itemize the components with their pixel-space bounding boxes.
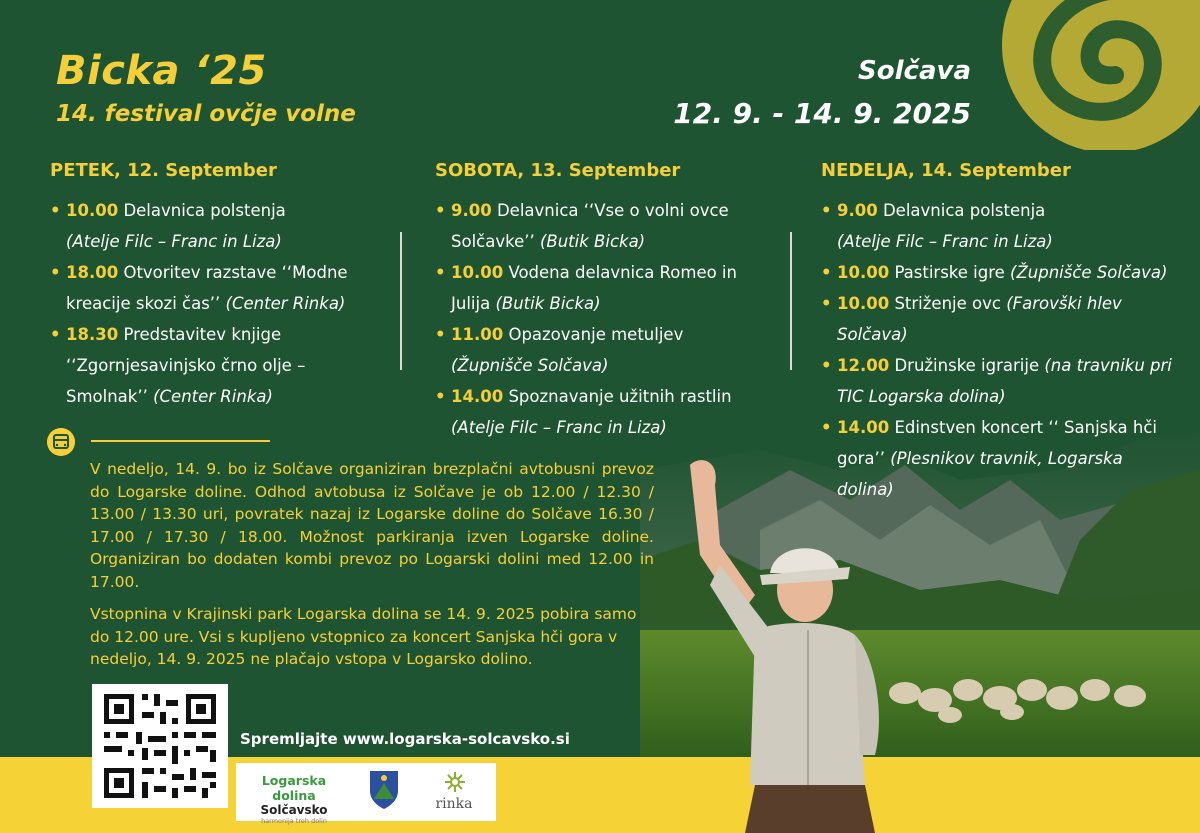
event-item: • 18.30 Predstavitev knjige ‘‘Zgornjesavinjsko črno olje – Smolnak’’ (Center Rinka) <box>50 325 306 406</box>
event-item: • 10.00 Vodena delavnica Romeo in Julija (Butik Bicka) <box>435 263 737 313</box>
event-location: (Butik Bicka) <box>539 232 646 251</box>
logarska-dolina-logo <box>244 773 344 825</box>
event-location: (Center Rinka) <box>225 294 346 313</box>
event-location: (Atelje Filc – Franc in Liza) <box>837 232 1053 251</box>
logo-tagline: harmonija treh dolin <box>261 817 327 825</box>
sun-icon <box>444 771 466 793</box>
event-location: (na travniku pri TIC Logarska dolina) <box>837 356 1172 406</box>
event-location: (Župnišče Solčava) <box>451 356 609 375</box>
event-name: Predstavitev knjige ‘‘Zgornjesavinjsko črno olje – Smolnak’’ <box>66 325 306 406</box>
column-divider <box>400 232 402 370</box>
day-heading: SOBOTA, 13. September <box>435 160 681 181</box>
event-time: 14.00 <box>451 387 504 406</box>
logo-line2: Solčavsko <box>260 803 328 817</box>
transport-text: V nedeljo, 14. 9. bo iz Solčave organiziran brezplačni avtobusni prevoz do Logarske doline. Odhod avtobusa iz Solčave je ob 12.00 / 12.30 / 13.00 / 13.30 uri, povratek nazaj iz Logarske doline do Solčave 16.30 / 17.00 / 17.30 / 18.00. Možnost parkiranja izven Logarske doline. Organiziran bo dodaten kombi prevoz po Logarski dolini med 12.00 in 17.00. <box>90 460 654 591</box>
event-name: Delavnica polstenja <box>123 201 286 220</box>
event-time: 12.00 <box>837 356 890 375</box>
rinka-text: rinka <box>435 796 473 812</box>
transport-info <box>90 458 654 681</box>
event-item: • 11.00 Opazovanje metuljev (Župnišče Solčava) <box>435 325 684 375</box>
day-column-friday <box>50 160 390 412</box>
event-item: • 9.00 Delavnica ‘‘Vse o volni ovce Solčavke’’ (Butik Bicka) <box>435 201 729 251</box>
logo-line1: Logarska dolina <box>261 773 327 803</box>
event-time: 18.00 <box>66 263 119 282</box>
day-heading: NEDELJA, 14. September <box>821 160 1071 181</box>
event-location: (Plesnikov travnik, Logarska dolina) <box>837 449 1123 499</box>
event-location: (Župnišče Solčava) <box>1010 263 1168 282</box>
day-column-saturday <box>435 160 765 443</box>
event-time: 9.00 <box>451 201 492 220</box>
event-location: (Center Rinka) <box>153 387 273 406</box>
info-divider-line <box>91 440 270 442</box>
event-name: Edinstven koncert ‘‘ Sanjska hči gora’’ <box>837 418 1158 468</box>
bus-icon <box>47 428 75 456</box>
event-time: 14.00 <box>837 418 890 437</box>
event-name: Pastirske igre <box>894 263 1005 282</box>
event-time: 10.00 <box>66 201 119 220</box>
event-name: Otvoritev razstave ‘‘Modne kreacije skozi čas’’ <box>66 263 348 313</box>
festival-subtitle: 14. festival ovčje volne <box>56 101 356 127</box>
event-name: Striženje ovc <box>894 294 1001 313</box>
event-place: Solčava <box>858 56 971 86</box>
event-item: • 14.00 Spoznavanje užitnih rastlin (Atelje Filc – Franc in Liza) <box>435 387 732 437</box>
follow-website-link[interactable]: Spremljajte www.logarska-solcavsko.si <box>240 730 570 748</box>
event-dates: 12. 9. - 14. 9. 2025 <box>673 97 971 130</box>
event-location: (Atelje Filc – Franc in Liza) <box>66 232 282 251</box>
event-name: Delavnica ‘‘Vse o volni ovce Solčavke’’ <box>451 201 729 251</box>
rinka-logo <box>424 769 484 817</box>
coat-of-arms-icon <box>368 769 400 811</box>
day-column-sunday <box>821 160 1176 505</box>
event-location: (Butik Bicka) <box>495 294 601 313</box>
event-location: (Farovški hlev Solčava) <box>837 294 1122 344</box>
event-name: Družinske igrarije <box>894 356 1040 375</box>
event-name: Vodena delavnica Romeo in Julija <box>451 263 737 313</box>
day-heading: PETEK, 12. September <box>50 160 277 181</box>
qr-code[interactable] <box>92 684 228 808</box>
event-item: • 10.00 Delavnica polstenja (Atelje Filc – Franc in Liza) <box>50 201 286 251</box>
event-item: • 18.00 Otvoritev razstave ‘‘Modne kreacije skozi čas’’ (Center Rinka) <box>50 263 348 313</box>
event-time: 18.30 <box>66 325 119 344</box>
boy-waving-image <box>660 455 900 833</box>
event-name: Opazovanje metuljev <box>508 325 684 344</box>
event-time: 10.00 <box>451 263 504 282</box>
event-time: 10.00 <box>837 294 890 313</box>
event-time: 11.00 <box>451 325 504 344</box>
event-name: Delavnica polstenja <box>882 201 1046 220</box>
entrance-text: Vstopnina v Krajinski park Logarska dolina se 14. 9. 2025 pobira samo do 12.00 ure. Vsi s kupljeno vstopnico za koncert Sanjska hči gora v nedeljo, 14. 9. 2025 ne plačajo vstopa v Logarsko dolino. <box>90 605 637 668</box>
sponsor-logos <box>236 763 496 825</box>
event-item: • 10.00 Pastirske igre (Župnišče Solčava) <box>821 263 1168 282</box>
event-item: • 12.00 Družinske igrarije (na travniku pri TIC Logarska dolina) <box>821 356 1172 406</box>
festival-title: Bicka ‘25 <box>56 48 267 94</box>
column-divider <box>790 232 792 370</box>
event-name: Spoznavanje užitnih rastlin <box>508 387 732 406</box>
swirl-logo <box>985 0 1200 150</box>
event-item: • 14.00 Edinstven koncert ‘‘ Sanjska hči gora’’ (Plesnikov travnik, Logarska dolina) <box>821 418 1158 499</box>
event-time: 10.00 <box>837 263 890 282</box>
event-location: (Atelje Filc – Franc in Liza) <box>451 418 667 437</box>
event-item: • 9.00 Delavnica polstenja (Atelje Filc – Franc in Liza) <box>821 201 1053 251</box>
event-item: • 10.00 Striženje ovc (Farovški hlev Solčava) <box>821 294 1122 344</box>
event-time: 9.00 <box>837 201 878 220</box>
